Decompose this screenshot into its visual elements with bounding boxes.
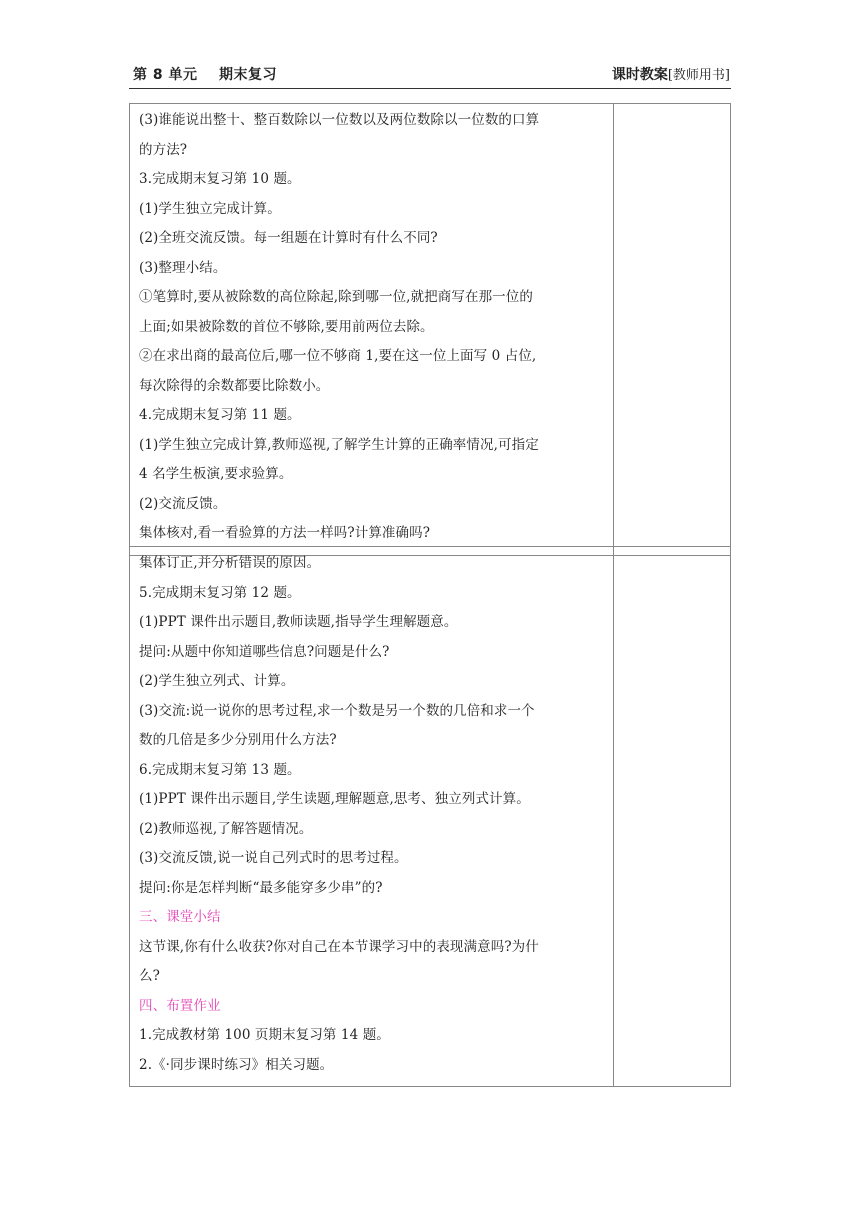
- text-line: 提问:从题中你知道哪些信息?问题是什么?: [139, 643, 390, 660]
- text-line: 这节课,你有什么收获?你对自己在本节课学习中的表现满意吗?为什: [139, 938, 539, 955]
- text-line: 数的几倍是多少分别用什么方法?: [139, 732, 337, 748]
- text-line: 么?: [139, 968, 160, 984]
- book-label-main: 课时教案: [611, 67, 668, 83]
- text-line: (1)学生独立完成计算,教师巡视,了解学生计算的正确率情况,可指定: [139, 436, 539, 453]
- text-line: (2)教师巡视,了解答题情况。: [139, 820, 313, 837]
- text-line: 5.完成期末复习第 12 题。: [139, 584, 301, 601]
- header-rule: [129, 88, 731, 89]
- lesson-table-part-2: [129, 546, 731, 1087]
- notes-cell: [614, 547, 731, 1087]
- book-label-sub: [教师用书]: [667, 68, 730, 83]
- text-line: ②在求出商的最高位后,哪一位不够商 1,要在这一位上面写 0 占位,: [139, 348, 537, 364]
- lesson-content-cell: [130, 104, 614, 556]
- text-line: 集体订正,并分析错误的原因。: [139, 555, 321, 571]
- section-heading-summary: 三、课堂小结: [139, 909, 221, 925]
- text-line: 6.完成期末复习第 13 题。: [139, 761, 301, 778]
- lesson-table-part-1: [129, 103, 731, 556]
- text-line: 提问:你是怎样判断“最多能穿多少串”的?: [139, 879, 383, 896]
- text-line: 3.完成期末复习第 10 题。: [139, 171, 301, 187]
- unit-number: 第 8 单元: [133, 67, 198, 83]
- text-line: 每次除得的余数都要比除数小。: [139, 377, 330, 394]
- text-line: (1)PPT 课件出示题目,学生读题,理解题意,思考、独立列式计算。: [139, 791, 530, 807]
- text-line: (1)学生独立完成计算。: [139, 200, 281, 217]
- text-line: (3)交流反馈,说一说自己列式时的思考过程。: [139, 850, 408, 866]
- text-line: (3)交流:说一说你的思考过程,求一个数是另一个数的几倍和求一个: [139, 702, 535, 719]
- text-line: 上面;如果被除数的首位不够除,要用前两位去除。: [139, 318, 434, 335]
- text-line: 4.完成期末复习第 11 题。: [139, 407, 301, 423]
- text-line: 1.完成教材第 100 页期末复习第 14 题。: [139, 1027, 390, 1043]
- lesson-content-cell: [130, 547, 614, 1087]
- text-line: (2)学生独立列式、计算。: [139, 673, 295, 689]
- text-line: (3)整理小结。: [139, 259, 227, 276]
- text-line: (1)PPT 课件出示题目,教师读题,指导学生理解题意。: [139, 614, 458, 630]
- book-label: [612, 64, 730, 84]
- text-line: (2)交流反馈。: [139, 495, 227, 512]
- unit-heading: [133, 64, 277, 84]
- text-line: (3)谁能说出整十、整百数除以一位数以及两位数除以一位数的口算: [139, 112, 540, 128]
- unit-title: 期末复习: [219, 67, 277, 83]
- section-heading-homework: 四、布置作业: [139, 997, 221, 1014]
- text-line: (2)全班交流反馈。每一组题在计算时有什么不同?: [139, 230, 438, 246]
- text-line: 4 名学生板演,要求验算。: [139, 466, 293, 482]
- text-line: ①笔算时,要从被除数的高位除起,除到哪一位,就把商写在那一位的: [139, 289, 533, 305]
- text-line: 的方法?: [139, 141, 188, 158]
- text-line: 集体核对,看一看验算的方法一样吗?计算准确吗?: [139, 525, 431, 541]
- notes-cell: [614, 104, 731, 556]
- text-line: 2.《·同步课时练习》相关习题。: [139, 1056, 334, 1073]
